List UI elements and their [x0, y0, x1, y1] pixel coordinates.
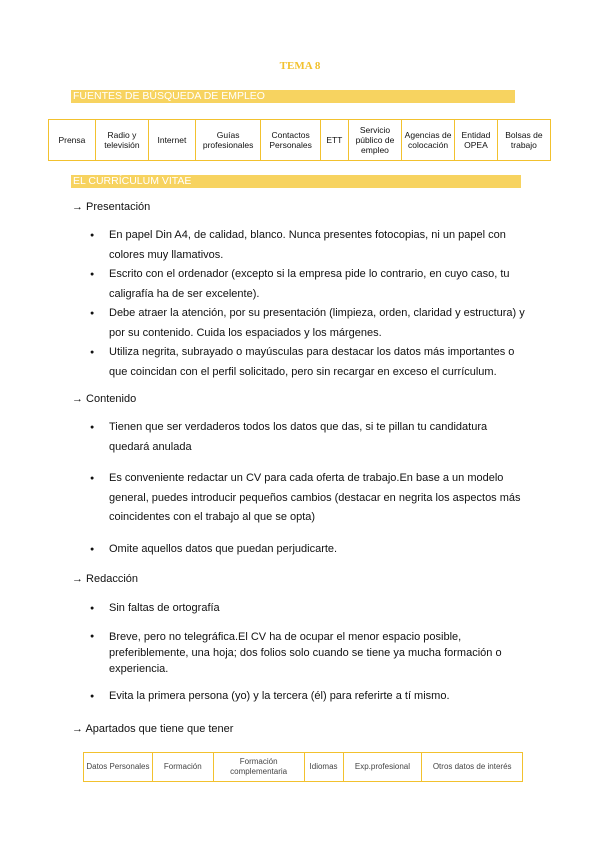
table-cell: Servicio público de empleo [348, 120, 401, 161]
list-item: ● Tienen que ser verdaderos todos los datos que das, si te pillan tu candidatura quedará anulada [90, 418, 530, 457]
list-item: ● Sin faltas de ortografía [90, 599, 530, 619]
table-cell: Prensa [49, 120, 96, 161]
table-cell: Formación complementaria [213, 753, 304, 782]
table-cell: Exp.profesional [343, 753, 422, 782]
table-cell: Guías profesionales [195, 120, 261, 161]
list-item: ● Omite aquellos datos que puedan perjudicarte. [90, 540, 530, 560]
table-cell: Formación [152, 753, 213, 782]
section-heading-curriculum: EL CURRÍCULUM VITAE [71, 175, 521, 188]
table-cell: Radio y televisión [95, 120, 148, 161]
table-cell: Contactos Personales [261, 120, 320, 161]
presentacion-list [90, 226, 530, 382]
list-item: ● Utiliza negrita, subrayado o mayúsculas para destacar los datos más importantes o que coincidan con el perfil solicitado, pero sin recargar en exceso el currículum. [90, 343, 530, 382]
table-cell: ETT [320, 120, 348, 161]
list-item: ● Breve, pero no telegráfica.El CV ha de ocupar el menor espacio posible, preferiblemente, una hoja; dos folios solo cuando se tiene ya mucha formación o experiencia. [90, 629, 530, 677]
contenido-list [90, 418, 530, 559]
apartados-table [83, 752, 523, 782]
subsection-contenido: → Contenido [72, 393, 137, 405]
redaccion-list [90, 599, 530, 706]
table-cell: Otros datos de interés [422, 753, 523, 782]
subsection-presentacion: → Presentación [72, 201, 151, 213]
subsection-apartados: → Apartados que tiene que tener [72, 723, 234, 735]
table-cell: Datos Personales [84, 753, 153, 782]
table-cell: Agencias de colocación [402, 120, 455, 161]
page-title: TEMA 8 [279, 60, 321, 72]
list-item: ● Es conveniente redactar un CV para cada oferta de trabajo.En base a un modelo general, puedes introducir pequeños cambios (destacar en negrita los aspectos más coincidentes con el trabajo al que se opta) [90, 469, 530, 528]
table-cell: Idiomas [304, 753, 343, 782]
list-item: ● Evita la primera persona (yo) y la tercera (él) para referirte a tí mismo. [90, 687, 530, 707]
table-cell: Bolsas de trabajo [497, 120, 550, 161]
list-item: ● Escrito con el ordenador (excepto si la empresa pide lo contrario, en cuyo caso, tu caligrafía ha de ser excelente). [90, 265, 530, 304]
list-item: ● En papel Din A4, de calidad, blanco. Nunca presentes fotocopias, ni un papel con colores muy llamativos. [90, 226, 530, 265]
list-item: ● Debe atraer la atención, por su presentación (limpieza, orden, claridad y estructura) y por su contenido. Cuida los espaciados y los márgenes. [90, 304, 530, 343]
table-cell: Internet [148, 120, 195, 161]
subsection-redaccion: → Redacción [72, 573, 139, 585]
fuentes-table [48, 119, 551, 161]
section-heading-fuentes: FUENTES DE BÚSQUEDA DE EMPLEO [71, 90, 515, 103]
table-cell: Entidad OPEA [455, 120, 498, 161]
